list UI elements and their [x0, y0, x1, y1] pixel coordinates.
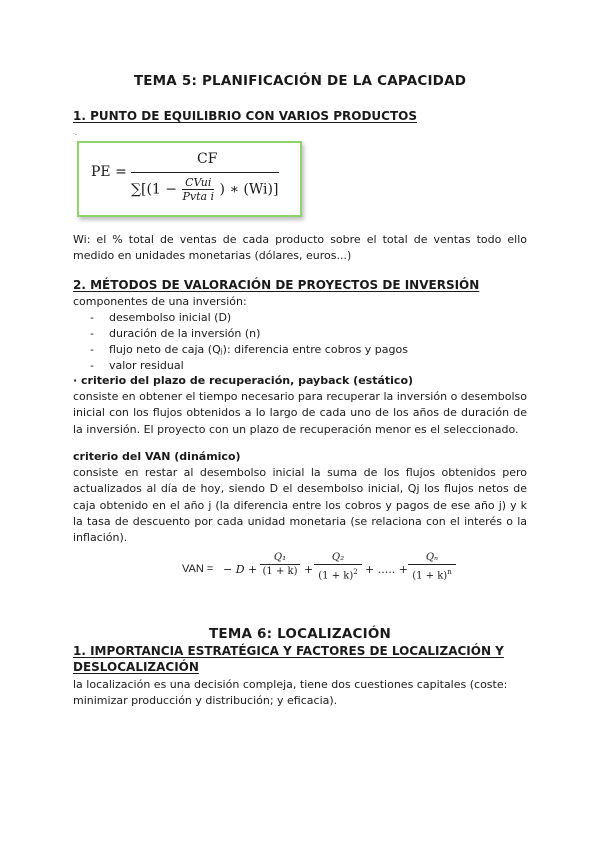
list-item: - flujo neto de caja (Qⱼ): diferencia entre cobros y pagos [90, 343, 408, 356]
van-formula [176, 550, 452, 590]
pe-formula-fraction-bar [131, 172, 279, 173]
van-dots: + ..... + [365, 563, 408, 576]
van-q1: Q₁ [273, 552, 287, 563]
pe-den-suffix: ) ∗ (Wi)] [219, 181, 279, 198]
tema6-text: la localización es una decisión compleja, tiene dos cuestiones capitales (coste: minimizar producción y distribución; y eficacia). [73, 678, 508, 708]
wi-note: Wi: el % total de ventas de cada producto sobre el total de ventas todo ello medido en unidades monetarias (dólares, euros...) [73, 233, 527, 263]
van-den1: (1 + k) [260, 564, 300, 578]
pe-formula-numerator: CF [197, 151, 218, 167]
section1-marker: ·- [73, 131, 78, 138]
pe-formula-lhs: PE = [91, 164, 127, 180]
section2-heading: 2. MÉTODOS DE VALORACIÓN DE PROYECTOS DE INVERSIÓN [73, 278, 480, 292]
tema6-heading-line1: 1. IMPORTANCIA ESTRATÉGICA Y FACTORES DE LOCALIZACIÓN Y [73, 644, 504, 658]
list-item: - valor residual [90, 359, 184, 372]
list-item: - duración de la inversión (n) [90, 327, 261, 340]
van-text: consiste en restar al desembolso inicial la suma de los flujos obtenidos pero actualizados al día de hoy, siendo D el desembolso inicial, Qj los flujos netos de caja obtenido en el año j (la diferencia entre los cobros y pagos de ese año j) y k la tasa de descuento por cada unidad monetaria (se relaciona con el interés o la inflación). [73, 466, 527, 545]
list-dash: - [90, 311, 94, 324]
pe-inner-fraction [182, 176, 214, 203]
pe-den-prefix: ∑[(1 − [131, 181, 178, 198]
van-qn: Qₙ [425, 552, 439, 563]
components-intro: componentes de una inversión: [73, 295, 247, 308]
van-formula-label: VAN = [182, 563, 214, 575]
section1-heading: 1. PUNTO DE EQUILIBRIO CON VARIOS PRODUCTOS [73, 109, 418, 123]
pe-inner-denominator: Pvta i [182, 190, 215, 203]
list-dash: - [90, 327, 94, 340]
van-plus: + [304, 563, 314, 576]
tema6-heading-line2: DESLOCALIZACIÓN [73, 660, 199, 674]
list-item: - desembolso inicial (D) [90, 311, 232, 324]
van-term-1 [260, 552, 300, 578]
van-den2: $(1 + k)^2$ [314, 564, 362, 582]
van-title: criterio del VAN (dinámico) [73, 450, 241, 463]
van-denn: $(1 + k)^n$ [408, 564, 456, 582]
van-term-n [408, 552, 456, 582]
payback-title: · criterio del plazo de recuperación, payback (estático) [73, 374, 414, 387]
tema6-title: TEMA 6: LOCALIZACIÓN [208, 626, 392, 642]
pe-inner-numerator: CVui [185, 176, 212, 189]
van-q2: Q₂ [331, 552, 345, 563]
list-dash: - [90, 343, 94, 356]
payback-text: consiste en obtener el tiempo necesario para recuperar la inversión o desembolso inicial con los flujos obtenidos a lo largo de cada uno de los años de duración de la inversión. El proyecto con un plazo de recuperación menor es el seleccionado. [73, 390, 527, 436]
tema5-title: TEMA 5: PLANIFICACIÓN DE LA CAPACIDAD [133, 73, 467, 89]
van-term-2 [314, 552, 362, 582]
pe-formula-box [77, 141, 302, 217]
pe-formula-denominator [131, 176, 278, 203]
list-dash: - [90, 359, 94, 372]
van-minus-d: − D + [223, 563, 258, 576]
